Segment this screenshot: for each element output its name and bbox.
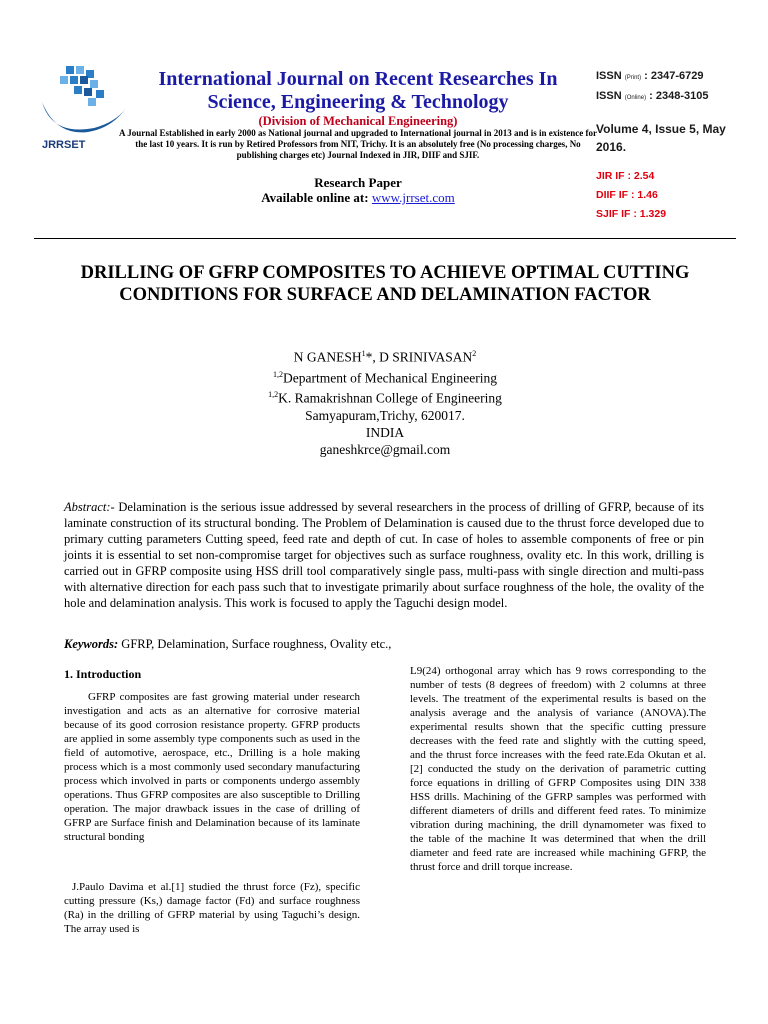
author-country: INDIA bbox=[365, 424, 405, 440]
author-names: N GANESH$^1$*, D SRINIVASAN$^2$ bbox=[293, 349, 477, 365]
sjif-impact-factor: SJIF IF : 1.329 bbox=[596, 208, 667, 220]
available-online bbox=[140, 190, 576, 206]
intro-paragraph-3: L9(24) orthogonal array which has 9 rows corresponding to the number of tests (8 degrees of freedom) with 2 columns at three levels. The treatment of the experimental results is based on the analysis average and the analysis of variance (ANOVA).The experimental results shown that the specific cutting pressure decreases with the feed rate and slightly with the cutting speed, and the thrust force increases with the feed rate.Eda Okutan et al. [2] conducted the study on the derivation of parametric cutting force equations in drilling of GFRP Composites using DIN 338 HSS drills. Machining of the GFRP samples was performed with different diameters of drills and different feed rates. To minimize vibration during machining, the drill dynamometer was fixed to the table of the machine It was determined that when the drill diameter and feed rate are increased while machining GFRP, the thrust force and drill torque increase. bbox=[410, 665, 706, 873]
author-address: Samyapuram,Trichy, 620017. bbox=[305, 407, 465, 423]
paper-title: DRILLING OF GFRP COMPOSITES TO ACHIEVE OPTIMAL CUTTING CONDITIONS FOR SURFACE AND DELAMINATION FACTOR bbox=[80, 263, 690, 305]
journal-description: A Journal Established in early 2000 as National journal and upgraded to International journal in 2013 and is in existence for the last 10 years. It is run by Retired Professors from NIT, Trichy. It is an absolutely free (No processing charges, No publishing charges etc) Journal Indexed in JIR, DIIF and SJIF. bbox=[118, 128, 598, 160]
journal-title: International Journal on Recent Researches In Science, Engineering & Technology bbox=[158, 68, 558, 113]
intro-paragraph-2: J.Paulo Davima et al.[1] studied the thrust force (Fz), specific cutting pressure (Ks,) damage factor (Fd) and surface roughness (Ra) in the drilling of GFRP material by using Taguchi’s design. The array used is bbox=[64, 881, 360, 935]
keywords-text: GFRP, Delamination, Surface roughness, Ovality etc., bbox=[118, 637, 392, 651]
author-department: $^{1,2}$Department of Mechanical Engineering bbox=[272, 369, 498, 385]
paper-type: Research Paper bbox=[314, 175, 402, 190]
abstract-text: Delamination is the serious issue addressed by several researchers in the process of drilling of GFRP, because of its laminate construction of its structural bonding. The Problem of Delamination is caused due to the thrust force developed due to primary cutting parameters Cutting speed, feed rate and depth of cut. In case of holes to assemble components of free or pin joints it is essential to set non-compromise target for objectives such as surface roughness, ovality etc. In this work, drilling is carried out in GFRP composite using HSS drill tool comparatively single pass, multi-pass with single direction and multi-pass with alternative direction for each pass such that to investigate primarily about surface roughness of the hole, the ovality of the hole and delamination analysis. This work is focused to apply the Taguchi design model. bbox=[64, 500, 704, 610]
intro-paragraph-1: GFRP composites are fast growing material under research investigation and acts as an alternative for corrosive material because of its good corrosion resistance property. GFRP products are applied in some assembly type components such as used in the field of automotive, aerospace, etc., Drilling is a hole making process which is a most commonly used secondary manufacturing process which involved in parts or components undergo assembly operations. Thus GFRP composites are also susceptible to Drilling operation. The major drawback issues in the case of drilling of GFRP are Surface finish and Delamination because of its laminate structural bonding bbox=[64, 691, 360, 843]
volume-issue: Volume 4, Issue 5, May 2016. bbox=[596, 122, 726, 154]
issn-online: ISSN (Online) : 2348-3105 bbox=[596, 90, 709, 102]
jir-impact-factor: JIR IF : 2.54 bbox=[596, 170, 655, 182]
available-label: Available online at: bbox=[261, 190, 372, 205]
journal-website-link[interactable]: www.jrrset.com bbox=[371, 190, 455, 205]
keywords-label: Keywords: bbox=[64, 637, 119, 651]
diif-impact-factor: DIIF IF : 1.46 bbox=[596, 189, 658, 201]
abstract-label: Abstract:- bbox=[64, 500, 115, 514]
abstract bbox=[64, 499, 704, 611]
author-block bbox=[60, 345, 710, 458]
author-college: $^{1,2}$K. Ramakrishnan College of Engineering bbox=[268, 390, 502, 406]
author-email: ganeshkrce@gmail.com bbox=[319, 441, 451, 457]
issn-print: ISSN (Print) : 2347-6729 bbox=[596, 70, 704, 82]
section-heading: 1. Introduction bbox=[64, 667, 142, 681]
logo-grid-icon bbox=[60, 66, 104, 106]
keywords bbox=[64, 637, 704, 652]
logo-text: JRRSET bbox=[42, 139, 86, 151]
header-divider bbox=[34, 238, 736, 239]
logo-swoosh-icon bbox=[42, 102, 126, 132]
journal-division: (Division of Mechanical Engineering) bbox=[258, 114, 458, 128]
